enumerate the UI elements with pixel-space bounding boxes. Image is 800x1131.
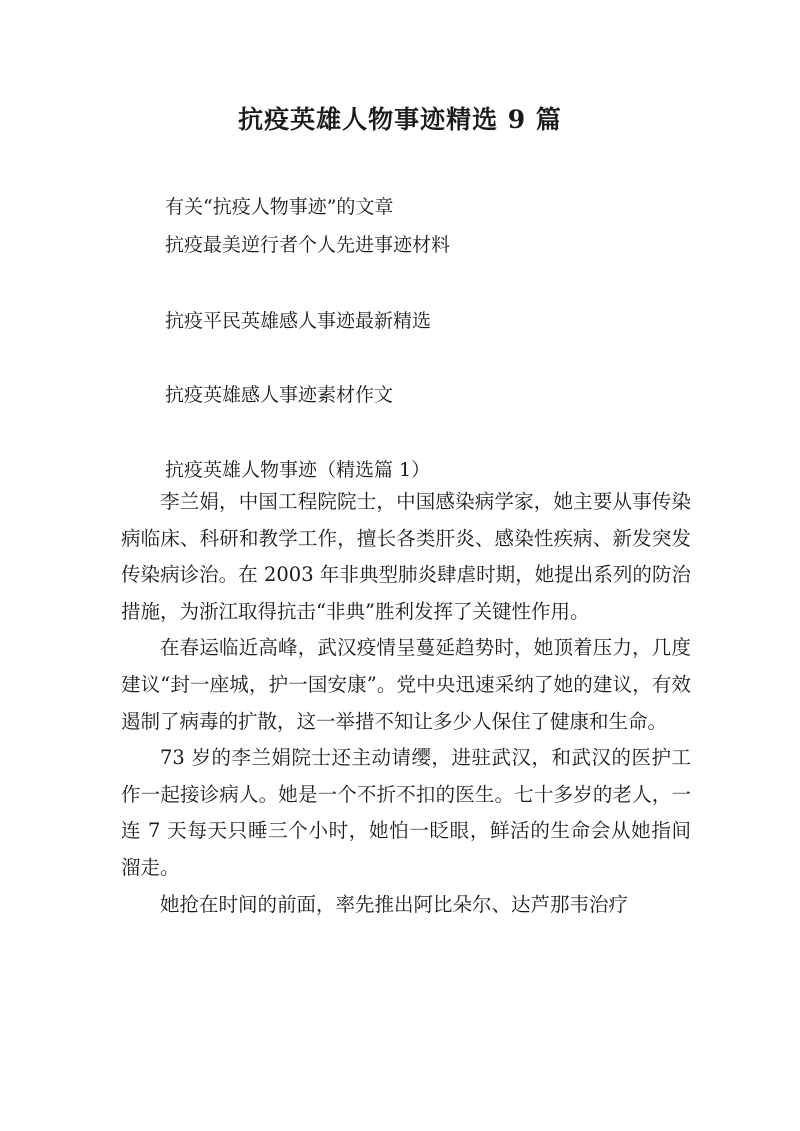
document-title: 抗疫英雄人物事迹精选 9 篇 — [238, 105, 562, 134]
paragraph: 在春运临近高峰，武汉疫情呈蔓延趋势时，她顶着压力，几度建议“封一座城，护一国安康”。党中央迅速采纳了她的建议，有效遏制了病毒的扩散，这一举措不知让多少人保住了健康和生命。 — [121, 636, 691, 733]
related-article-link[interactable]: 抗疫最美逆行者个人先进事迹材料 — [165, 234, 451, 256]
related-article-link[interactable]: 有关“抗疫人物事迹”的文章 — [165, 196, 394, 218]
related-article-link[interactable]: 抗疫英雄感人事迹素材作文 — [165, 384, 394, 406]
paragraph: 她抢在时间的前面，率先推出阿比朵尔、达芦那韦治疗 — [160, 892, 629, 916]
section-heading: 抗疫英雄人物事迹（精选篇 1） — [165, 459, 431, 481]
paragraph: 李兰娟，中国工程院院士，中国感染病学家，她主要从事传染病临床、科研和教学工作，擅长各类肝炎、感染性疾病、新发突发传染病诊治。在 2003 年非典型肺炎肆虐时期，她提出系列的防治措施，为浙江取得抗击“非典”胜利发挥了关键性作用。 — [121, 490, 691, 623]
related-article-link[interactable]: 抗疫平民英雄感人事迹最新精选 — [165, 310, 432, 332]
paragraph: 73 岁的李兰娟院士还主动请缨，进驻武汉，和武汉的医护工作一起接诊病人。她是一个不折不扣的医生。七十多岁的老人，一连 7 天每天只睡三个小时，她怕一眨眼，鲜活的生命会从她指间溜走。 — [121, 746, 691, 879]
article-body — [121, 484, 691, 923]
